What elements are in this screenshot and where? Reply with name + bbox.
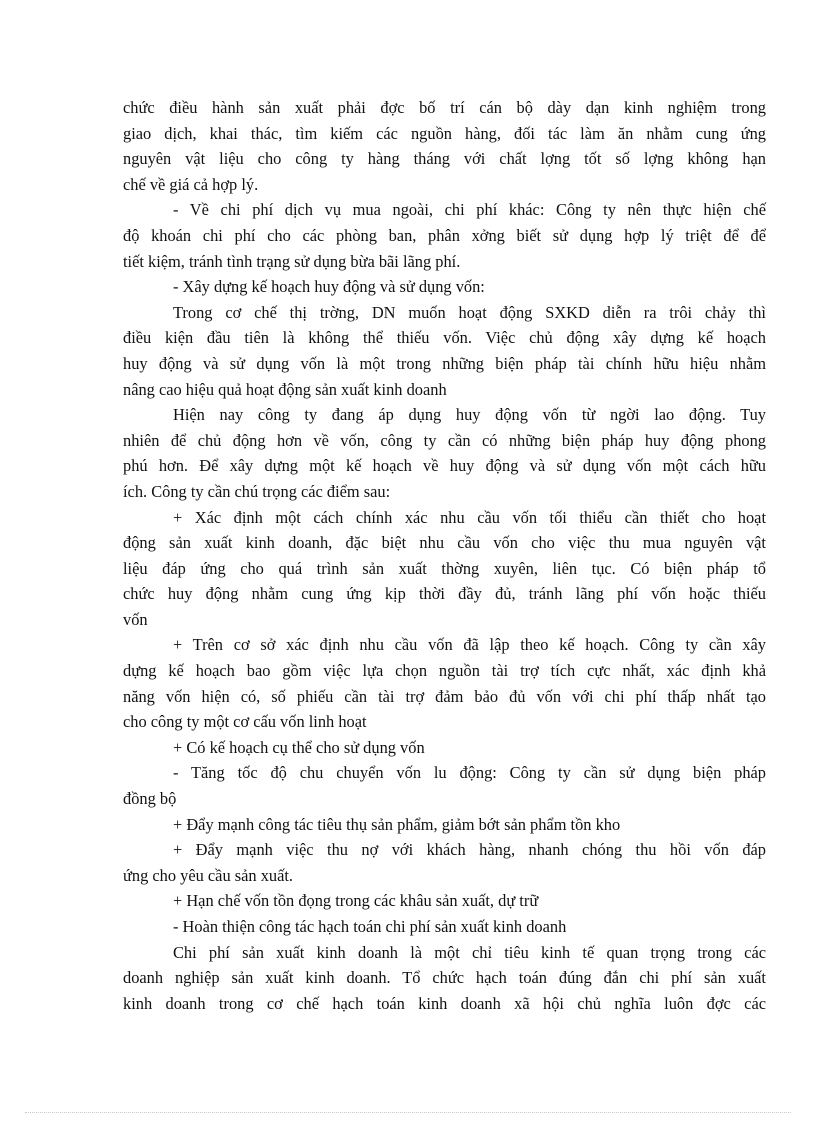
text-line: điều kiện đầu tiên là không thể thiếu vốn. Việc chủ động xây dựng kế hoạch [123,328,766,348]
text-line: - Xây dựng kế hoạch huy động và sử dụng vốn: [173,277,485,297]
text-line: độ khoán chi phí cho các phòng ban, phân xởng biết sử dụng hợp lý triệt để để [123,225,766,245]
text-line: dựng kế hoạch bao gồm việc lựa chọn nguồn tài trợ tích cực nhất, xác định khả [123,661,766,681]
paragraph [123,632,766,734]
paragraph [123,300,766,402]
text-line: doanh nghiệp sản xuất kinh doanh. Tổ chức hạch toán đúng đắn chi phí sản xuất [123,968,766,988]
text-line: + Đẩy mạnh công tác tiêu thụ sản phẩm, giảm bớt sản phẩm tồn kho [173,814,621,834]
paragraph [123,760,766,811]
text-line: phú hơn. Để xây dựng một kế hoạch về huy động và sử dụng vốn một cách hữu [123,456,766,476]
text-line: - Tăng tốc độ chu chuyển vốn lu động: Công ty cần sử dụng biện pháp [173,763,766,783]
paragraph [123,197,766,274]
paragraph [123,402,766,504]
document-body [123,95,766,1016]
text-line: tiết kiệm, tránh tình trạng sử dụng bừa bãi lãng phí. [123,251,461,271]
paragraph [123,274,766,300]
text-line: chức huy động nhằm cung ứng kịp thời đầy đủ, tránh lãng phí vốn hoặc thiếu [123,584,766,604]
paragraph [123,95,766,197]
paragraph [123,735,766,761]
text-line: - Hoàn thiện công tác hạch toán chi phí sản xuất kinh doanh [173,917,567,936]
text-line: chế về giá cả hợp lý. [123,174,259,194]
text-line: đồng bộ [123,789,177,809]
text-line: ứng cho yêu cầu sản xuất. [123,865,294,885]
text-line: liệu đáp ứng cho quá trình sản xuất thờng xuyên, liên tục. Có biện pháp tổ [123,558,766,578]
paragraph [123,888,766,914]
paragraph [123,837,766,888]
paragraph [123,940,766,1017]
text-line: - Về chi phí dịch vụ mua ngoài, chi phí khác: Công ty nên thực hiện chế [173,200,766,220]
text-line: vốn [123,609,148,629]
text-line: + Đẩy mạnh việc thu nợ với khách hàng, nhanh chóng thu hồi vốn đáp [173,840,766,860]
text-line: ích. Công ty cần chú trọng các điểm sau: [123,481,391,501]
text-line: năng vốn hiện có, số phiếu cần tài trợ đảm bảo đủ vốn với chi phí thấp nhất tạo [123,686,766,706]
text-line: kinh doanh trong cơ chế hạch toán kinh doanh xã hội chủ nghĩa luôn đợc các [123,993,766,1013]
text-line: + Xác định một cách chính xác nhu cầu vốn tối thiểu cần thiết cho hoạt [173,507,766,527]
paragraph [123,812,766,838]
text-line: cho công ty một cơ cấu vốn linh hoạt [123,712,367,732]
page-bottom-divider [25,1112,791,1113]
text-line: + Có kế hoạch cụ thể cho sử dụng vốn [173,737,425,757]
text-line: nhiên để chủ động hơn về vốn, công ty cần có những biện pháp huy động phong [123,430,766,450]
text-line: chức điều hành sản xuất phải đợc bố trí cán bộ dày dạn kinh nghiệm trong [123,98,766,117]
text-line: giao dịch, khai thác, tìm kiếm các nguồn hàng, đối tác làm ăn nhằm cung ứng [123,123,766,143]
text-line: nâng cao hiệu quả hoạt động sản xuất kinh doanh [123,379,447,399]
paragraph [123,914,766,940]
text-line: Trong cơ chế thị trờng, DN muốn hoạt động SXKD diễn ra trôi chảy thì [173,302,766,322]
text-line: Hiện nay công ty đang áp dụng huy động vốn từ ngời lao động. Tuy [173,405,766,425]
text-line: động sản xuất kinh doanh, đặc biệt nhu cầu vốn cho việc thu mua nguyên vật [123,533,766,553]
text-line: huy động và sử dụng vốn là một trong những biện pháp tài chính hữu hiệu nhằm [123,353,766,373]
text-line: + Trên cơ sở xác định nhu cầu vốn đã lập theo kế hoạch. Công ty cần xây [173,635,766,655]
text-line: Chi phí sản xuất kinh doanh là một chỉ tiêu kinh tế quan trọng trong các [173,942,766,962]
text-line: + Hạn chế vốn tồn đọng trong các khâu sản xuất, dự trữ [173,891,539,911]
text-line: nguyên vật liệu cho công ty hàng tháng với chất lợng tốt số lợng không hạn [123,149,766,169]
paragraph [123,505,766,633]
